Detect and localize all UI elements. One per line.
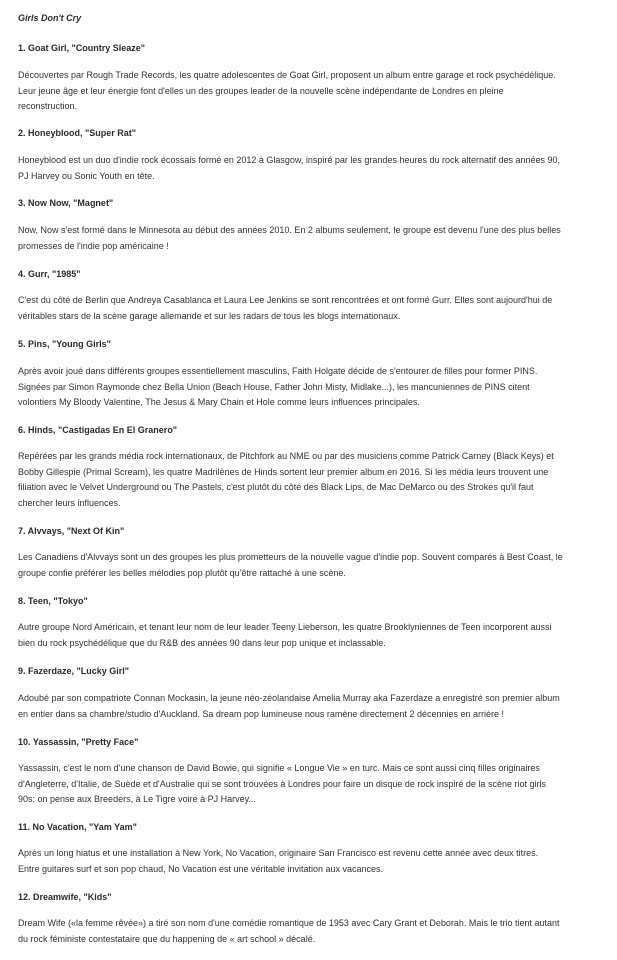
description-line: Les Canadiens d'Alvvays sont un des groupes les plus prometteurs de la nouvelle vague d'indie pop. Souvent comparés à Best Coast, le [18,552,563,562]
description-line: reconstruction. [18,101,78,111]
entry-description-11 [18,846,604,877]
description-line: Dream Wife («la femme rêvée») a tiré son nom d'une comédie romantique de 1953 avec Cary Grant et Deborah. Mais le trio tient autant [18,918,560,928]
entry-heading-8: 8. Teen, "Tokyo" [18,596,88,606]
description-line: Now, Now s'est formé dans le Minnesota au début des années 2010. En 2 albums seulement, le groupe est devenu l'une des plus belles [18,225,561,235]
description-line: du rock féministe contestataire que du happening de « art school » décalé. [18,933,316,944]
description-line: Découvertes par Rough Trade Records, les quatre adolescentes de Goat Girl, proposent un album entre garage et rock psychédélique. [18,70,556,80]
entry-description-7 [18,550,604,581]
description-line: Entre guitares surf et son pop chaud, No Vacation est une véritable invitation aux vacances. [18,863,384,874]
entry-description-10 [18,761,604,808]
description-line: chercher leurs influences. [18,497,121,508]
description-line: véritables stars de la scène garage allemande et sur les radars de tous les blogs internationaux. [18,310,401,321]
description-line: Leur jeune âge et leur énergie font d'elles un des groupes leader de la nouvelle scène indépendante de Londres en pleine [18,85,504,96]
entry-heading-5: 5. Pins, "Young Girls" [18,339,111,349]
description-line: d'Angleterre, d'Italie, de Suède et d'Australie qui se sont trouvées à Londres pour faire un disque de rock inspiré de la scène riot girls [18,778,546,789]
description-line: en entier dans sa chambre/studio d'Auckland. Sa dream pop lumineuse nous ramène directement 2 décennies en arrière ! [18,708,504,719]
entry-heading-2: 2. Honeyblood, "Super Rat" [18,128,137,138]
description-line: Honeyblood est un duo d'indie rock écossais formé en 2012 à Glasgow, inspiré par les grandes heures du rock alternatif des années 90, [18,155,561,165]
description-line: PJ Harvey ou Sonic Youth en tête. [18,170,155,181]
description-line: Adoubé par son compatriote Connan Mockasin, la jeune néo-zéolandaise Amelia Murray aka Fazerdaze a enregistré son premier album [18,693,560,703]
entry-heading-12: 12. Dreamwife, "Kids" [18,892,112,902]
entry-heading-10: 10. Yassassin, "Pretty Face" [18,737,139,747]
entry-description-1 [18,68,604,115]
description-line: C'est du côté de Berlin que Andreya Casablanca et Laura Lee Jenkins se sont rencontrées et ont formé Gurr. Elles sont aujourd'hui de [18,295,553,305]
entry-description-9 [18,691,604,722]
description-line: 90s: on pense aux Breeders, à Le Tigre voire à PJ Harvey... [18,794,256,804]
description-line: Autre groupe Nord Américain, et tenant leur nom de leur leader Teeny Lieberson, les quatre Brooklyniennes de Teen incorporent aussi [18,622,552,632]
description-line: volontiers My Bloody Valentine, The Jesus & Mary Chain et Hole comme leurs influences principales. [18,397,420,407]
entry-description-4 [18,293,604,324]
entry-description-12 [18,916,604,947]
description-line: Après un long hiatus et une installation à New York, No Vacation, originaire San Francisco est revenu cette année avec deux titres. [18,848,539,858]
description-line: bien du rock psychédélique que du R&B des années 90 dans leur pop unique et inclassable. [18,637,386,648]
entry-heading-6: 6. Hinds, "Castigadas En El Granero" [18,425,178,435]
description-line: promesses de l'indie pop américaine ! [18,240,169,251]
entry-description-6 [18,449,604,511]
description-line: Repérées par les grands média rock internationaux, de Pitchfork au NME ou par des musiciens comme Patrick Carney (Black Keys) et [18,451,554,461]
description-line: Après avoir joué dans différents groupes essentiellement masculins, Faith Holgate décide de s'entourer de filles pour former PINS. [18,366,538,376]
entry-heading-3: 3. Now Now, "Magnet" [18,198,114,208]
entry-heading-11: 11. No Vacation, "Yam Yam" [18,822,137,832]
entry-description-8 [18,620,604,651]
description-line: Yassassin, c'est le nom d'une chanson de David Bowie, qui signifie « Longue Vie » en turc. Mais ce sont aussi cinq filles originaires [18,763,540,773]
entry-description-2 [18,153,604,184]
page-title: Girls Don't Cry [18,13,82,23]
entry-heading-1: 1. Goat Girl, "Country Sleaze" [18,43,146,53]
entry-heading-9: 9. Fazerdaze, "Lucky Girl" [18,666,130,676]
description-line: Bobby Gillespie (Primal Scream), les quatre Madrilènes de Hinds sortent leur premier album en 2016. Si les média leurs trouvent une [18,466,549,477]
entry-description-5 [18,364,604,411]
entry-heading-7: 7. Alvvays, "Next Of Kin" [18,526,125,536]
description-line: filiation avec le Velvet Underground ou The Pastels, c'est plutôt du côté des Black Lips, de Mac DeMarco ou des Strokes qu'il faut [18,482,534,492]
entry-heading-4: 4. Gurr, "1985" [18,269,81,279]
description-line: groupe confie préférer les belles mélodies pop plutôt qu'être rattaché à une scène. [18,567,346,578]
description-line: Signées par Simon Raymonde chez Bella Union (Beach House, Father John Misty, Midlake...), les mancuniennes de PINS citent [18,381,530,392]
entry-description-3 [18,223,604,254]
